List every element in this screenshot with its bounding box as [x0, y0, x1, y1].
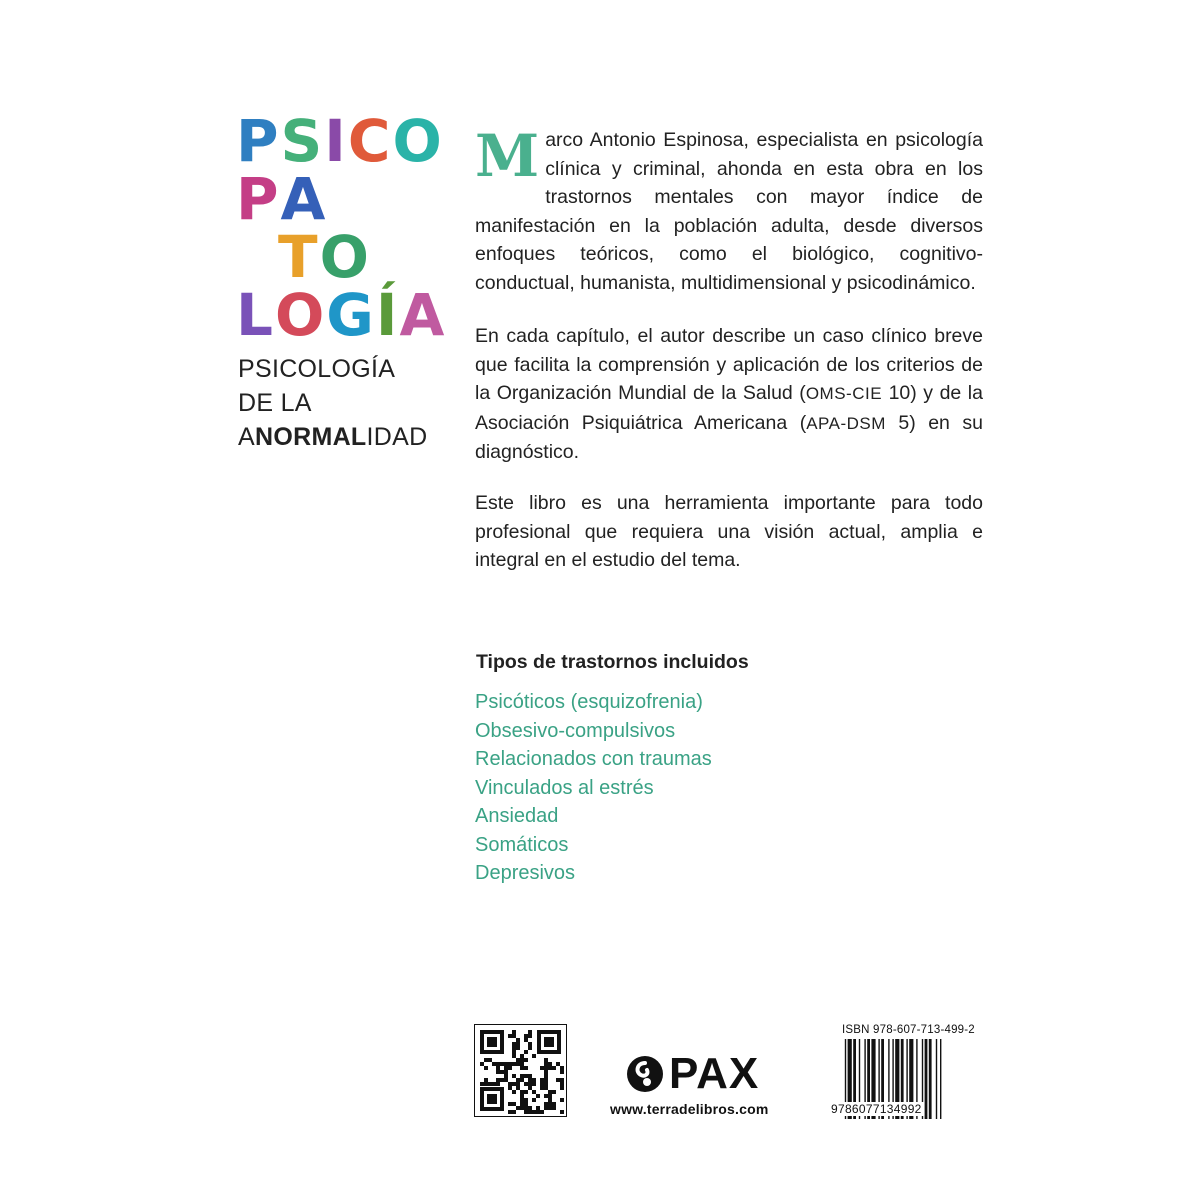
synopsis-paragraph-1: Marco Antonio Espinosa, especialista en psicología clínica y criminal, ahonda en esta obra en los trastornos mentales con mayor índice de manifestación en la población adulta, desde diversos enfoques teóricos, como el biológico, cognitivo-conductual, humanista, multidimensional y psicodinámico. — [475, 122, 983, 294]
title-letter: A — [280, 165, 328, 233]
title-letter: S — [280, 107, 325, 175]
book-subtitle — [238, 352, 427, 454]
list-item: Psicóticos (esquizofrenia) — [475, 691, 703, 713]
list-item: Vinculados al estrés — [475, 776, 654, 799]
oms-cie-label: OMS-CIE — [805, 384, 883, 404]
title-letter: O — [319, 223, 371, 291]
title-letter: P — [236, 165, 281, 233]
subtitle-line-2: DE LA — [238, 389, 312, 417]
barcode-digits: 9786077134992 — [831, 1102, 922, 1116]
list-item: Ansiedad — [475, 805, 559, 827]
book-title — [236, 107, 447, 349]
publisher-name: PAX — [669, 1049, 760, 1098]
title-letter: P — [236, 107, 281, 175]
title-letter: Í — [375, 281, 400, 349]
title-letter: C — [347, 107, 393, 175]
publisher-logo — [625, 1049, 785, 1098]
title-letter: A — [399, 281, 447, 349]
publisher-url: www.terradelibros.com — [610, 1101, 769, 1117]
isbn-label: ISBN 978-607-713-499-2 — [842, 1024, 975, 1036]
synopsis-paragraph-3: Este libro es una herramienta importante para todo profesional que requiera una visión actual, amplia e integral en el estudio del tema. — [475, 492, 983, 572]
qr-code-icon — [474, 1024, 567, 1117]
title-letter: G — [326, 281, 376, 349]
list-item: Relacionados con traumas — [475, 748, 712, 770]
title-letter: L — [236, 281, 275, 349]
subtitle-line-3: ANORMALIDAD — [238, 423, 428, 451]
synopsis-paragraph-2: En cada capítulo, el autor describe un caso clínico breve que facilita la comprensión y aplicación de los criterios de la Organización Mundial de la Salud (OMS-CIE 10) y de la Asociación Psiquiátrica Americana (APA-DSM 5) en su diagnóstico. — [475, 325, 983, 464]
apa-dsm-label: APA-DSM — [806, 413, 886, 433]
list-item: Depresivos — [475, 862, 576, 884]
types-heading: Tipos de trastornos incluidos — [476, 651, 749, 673]
title-line-4 — [236, 281, 447, 349]
types-list — [475, 688, 712, 888]
drop-cap: M — [475, 122, 540, 190]
title-letter: O — [392, 107, 444, 175]
subtitle-line-1: PSICOLOGÍA — [238, 355, 396, 383]
pax-logo-icon — [625, 1054, 665, 1094]
list-item: Somáticos — [475, 833, 569, 856]
list-item: Obsesivo-compulsivos — [475, 719, 676, 742]
title-letter: I — [324, 107, 348, 175]
title-letter: O — [274, 281, 327, 349]
title-line-2 — [236, 165, 436, 233]
title-line-3 — [236, 223, 436, 291]
title-line-1 — [236, 107, 444, 175]
subtitle-emphasis: NORMAL — [254, 423, 367, 451]
title-letter: T — [278, 223, 320, 291]
